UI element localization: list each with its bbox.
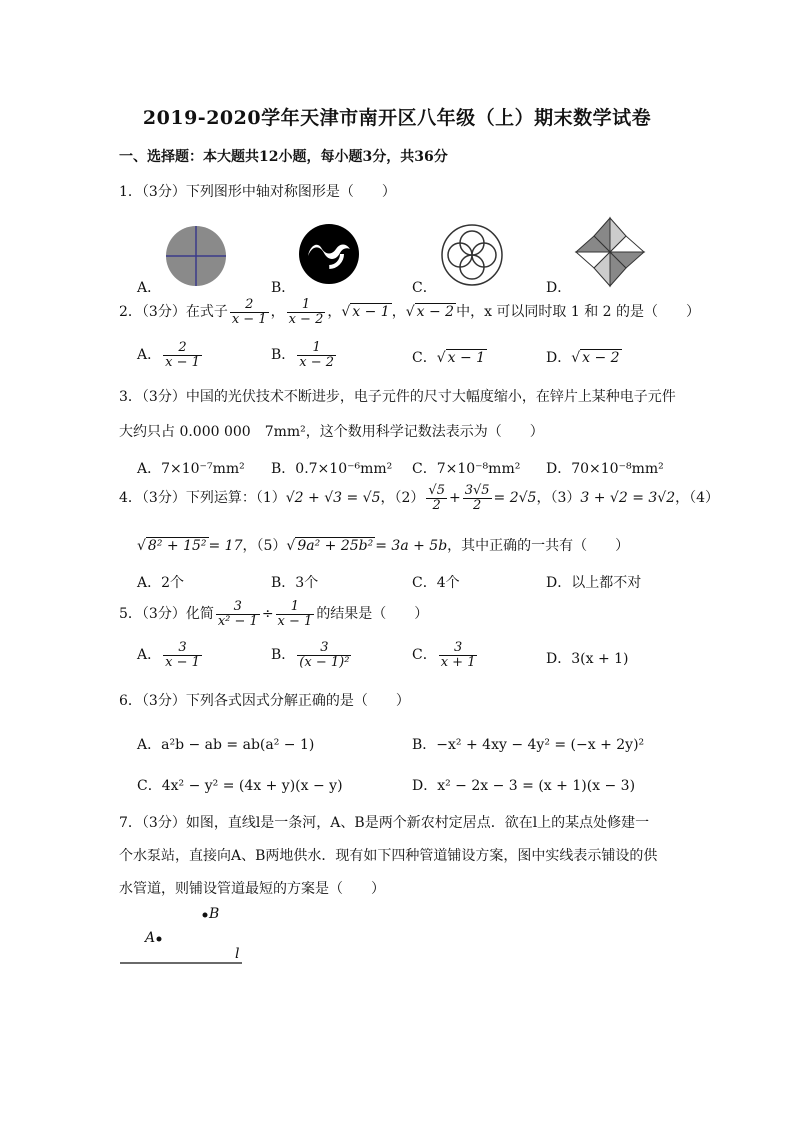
q5-b-num: 3 bbox=[297, 641, 351, 656]
question-3-line-2: 大约只占 0.000 000 7mm²，这个数用科学记数法表示为（ ） bbox=[119, 424, 544, 440]
q4-e5-rad: 9a² + 25b² bbox=[297, 538, 374, 554]
q2-b-den: x − 2 bbox=[299, 354, 335, 370]
question-7-line-3: 水管道，则铺设管道最短的方案是（ ） bbox=[119, 881, 385, 897]
q4-e2b-den: 2 bbox=[472, 497, 482, 513]
point-a-dot bbox=[157, 937, 162, 942]
q3-option-c[interactable]: C．7×10⁻⁸mm² bbox=[412, 461, 521, 477]
q4-e4-rad: 8² + 15² bbox=[147, 538, 207, 554]
river-diagram bbox=[118, 905, 248, 967]
q5-b-den: (x − 1)² bbox=[299, 654, 350, 670]
q2-r2: x − 2 bbox=[416, 304, 455, 321]
q2-c-label: C． bbox=[412, 350, 437, 366]
q2-root-1: √ x − 1 bbox=[341, 304, 390, 321]
q2-a-fraction bbox=[163, 341, 202, 369]
q2-c-rad: x − 1 bbox=[447, 350, 486, 366]
q2-f1-num: 2 bbox=[230, 298, 269, 313]
q5-f2-den: x − 1 bbox=[277, 613, 313, 629]
q1-option-d[interactable]: D． bbox=[546, 280, 572, 296]
q5-f1-num: 3 bbox=[216, 600, 260, 615]
q5-a-num: 3 bbox=[163, 641, 202, 656]
q2-option-d[interactable] bbox=[546, 347, 622, 367]
q2-prefix: 2．（3分）在式子 bbox=[119, 304, 228, 321]
q4-sep-4: ，（5） bbox=[242, 538, 287, 554]
q4-expr-3: 3 + √2 = 3√2 bbox=[580, 490, 676, 507]
q4-e2a-den: 2 bbox=[432, 497, 441, 513]
q4-option-d[interactable]: D．以上都不对 bbox=[546, 575, 642, 591]
q4-option-b[interactable]: B．3个 bbox=[271, 575, 319, 591]
q5-fraction-1 bbox=[216, 600, 260, 628]
q5-f2-num: 1 bbox=[276, 600, 315, 615]
q2-suffix: 中，x 可以同时取 1 和 2 的是（ ） bbox=[456, 304, 701, 321]
q1-option-a[interactable]: A． bbox=[137, 280, 162, 296]
section-heading: 一、选择题：本大题共12小题，每小题3分，共36分 bbox=[119, 149, 448, 165]
question-3-line-1: 3．（3分）中国的光伏技术不断进步，电子元件的尺寸大幅度缩小，在锌片上某种电子元件 bbox=[119, 389, 676, 405]
q2-fraction-2 bbox=[287, 298, 326, 326]
q2-c-root: √ x − 1 bbox=[436, 350, 486, 366]
q5-b-fraction bbox=[297, 641, 351, 669]
q2-f2-den: x − 2 bbox=[288, 311, 324, 327]
q4-expr-4-root: √ 8² + 15² bbox=[137, 538, 207, 554]
q5-c-label: C． bbox=[412, 647, 437, 664]
four-petal-circle-figure-c bbox=[440, 223, 504, 287]
q6-option-c[interactable]: C．4x² − y² = (4x + y)(x − y) bbox=[137, 778, 343, 794]
q4-e4-rhs: = 17 bbox=[208, 538, 243, 554]
q6-option-d[interactable]: D．x² − 2x − 3 = (x + 1)(x − 3) bbox=[412, 778, 636, 794]
q4-option-c[interactable]: C．4个 bbox=[412, 575, 460, 591]
q2-a-num: 2 bbox=[163, 341, 202, 356]
q2-d-rad: x − 2 bbox=[582, 350, 620, 366]
q5-b-label: B． bbox=[271, 647, 296, 664]
q2-b-label: B． bbox=[271, 347, 296, 364]
q2-option-a[interactable] bbox=[137, 341, 204, 369]
q2-d-label: D． bbox=[546, 350, 572, 366]
label-point-b: B bbox=[209, 906, 220, 922]
page-title: 2019-2020学年天津市南开区八年级（上）期末数学试卷 bbox=[142, 107, 652, 129]
q3-option-a[interactable]: A．7×10⁻⁷mm² bbox=[137, 461, 245, 477]
q2-option-c[interactable] bbox=[412, 347, 487, 367]
q4-lead: 4．（3分）下列运算：（1） bbox=[119, 490, 286, 507]
triangle-pinwheel-figure-d bbox=[574, 216, 646, 288]
q6-option-a[interactable]: A．a²b − ab = ab(a² − 1) bbox=[137, 737, 315, 753]
q2-f1-den: x − 1 bbox=[231, 311, 267, 327]
q5-a-label: A． bbox=[137, 647, 162, 664]
q4-e2-plus: + bbox=[448, 490, 461, 507]
q3-option-b[interactable]: B．0.7×10⁻⁶mm² bbox=[271, 461, 393, 477]
q4-e2-rhs: = 2√5 bbox=[493, 490, 537, 507]
question-5-stem bbox=[119, 600, 428, 628]
q5-a-den: x − 1 bbox=[165, 654, 200, 670]
q2-root-2: √ x − 2 bbox=[405, 304, 455, 321]
q5-option-d[interactable]: D．3(x + 1) bbox=[546, 651, 629, 667]
question-7-line-2: 个水泵站，直接向A、B两地供水．现有如下四种管道铺设方案，图中实线表示铺设的供 bbox=[119, 848, 658, 864]
q5-divide: ÷ bbox=[261, 606, 274, 623]
q4-e2a-num: √5 bbox=[428, 483, 445, 498]
yin-yang-figure-b bbox=[298, 223, 360, 285]
q4-e2b-num: 3√5 bbox=[464, 483, 490, 498]
point-b-dot bbox=[203, 913, 208, 918]
q4-sep-3: ，（4） bbox=[675, 490, 720, 507]
q5-option-c[interactable] bbox=[412, 641, 479, 669]
q5-a-fraction bbox=[163, 641, 202, 669]
q4-expr-2a bbox=[426, 484, 447, 512]
q2-a-den: x − 1 bbox=[165, 354, 200, 370]
q2-f2-num: 1 bbox=[287, 298, 326, 313]
q2-option-b[interactable] bbox=[271, 341, 338, 369]
q4-line2-end: ，其中正确的一共有（ ） bbox=[447, 538, 630, 554]
q2-a-label: A． bbox=[137, 347, 162, 364]
label-river-l: l bbox=[235, 946, 240, 962]
q5-c-den: x + 1 bbox=[440, 654, 476, 670]
q1-option-c[interactable]: C． bbox=[412, 280, 437, 296]
q5-suffix: 的结果是（ ） bbox=[316, 606, 429, 623]
q4-sep-2: ，（3） bbox=[536, 490, 581, 507]
q1-option-b[interactable]: B． bbox=[271, 280, 296, 296]
q4-e5-rhs: = 3a + 5b bbox=[375, 538, 448, 554]
q4-sep-1: ，（2） bbox=[380, 490, 425, 507]
q2-fraction-1 bbox=[230, 298, 269, 326]
q2-b-num: 1 bbox=[297, 341, 336, 356]
q6-option-b[interactable]: B．−x² + 4xy − 4y² = (−x + 2y)² bbox=[412, 737, 645, 753]
q5-fraction-2 bbox=[276, 600, 315, 628]
q5-c-num: 3 bbox=[439, 641, 478, 656]
question-4-line-2 bbox=[137, 535, 629, 555]
q2-b-fraction bbox=[297, 341, 336, 369]
q2-r1: x − 1 bbox=[352, 304, 390, 321]
q4-option-a[interactable]: A．2个 bbox=[137, 575, 185, 591]
q5-option-b[interactable] bbox=[271, 641, 353, 669]
q4-expr-2b bbox=[463, 484, 492, 512]
question-2-stem: 2．（3分）在式子 $\frac{2}{x - 1}$ ， $\frac{1}{x - 2}$ ，√ x − 1 ，√ x − 2 中，x 可以同时取 1 和 2 的是（ ） bbox=[119, 297, 701, 327]
label-point-a: A bbox=[145, 930, 156, 946]
q5-f1-den: x² − 1 bbox=[217, 613, 258, 629]
q3-option-d[interactable]: D．70×10⁻⁸mm² bbox=[546, 461, 664, 477]
question-4-line-1 bbox=[119, 484, 719, 512]
q5-c-fraction bbox=[439, 641, 478, 669]
q5-option-a[interactable] bbox=[137, 641, 204, 669]
q5-prefix: 5．（3分）化简 bbox=[119, 606, 214, 623]
q2-d-root: √ x − 2 bbox=[571, 350, 620, 366]
question-1-stem: 1．（3分）下列图形中轴对称图形是（ ） bbox=[119, 184, 396, 200]
q4-expr-5-root: √ 9a² + 25b² bbox=[286, 538, 374, 554]
question-7-line-1: 7．（3分）如图，直线l是一条河，A、B是两个新农村定居点．欲在l上的某点处修建一 bbox=[119, 815, 650, 831]
question-6-stem: 6．（3分）下列各式因式分解正确的是（ ） bbox=[119, 693, 410, 709]
q4-expr-1: √2 + √3 = √5 bbox=[285, 490, 381, 507]
pinwheel-figure-a bbox=[163, 223, 229, 289]
